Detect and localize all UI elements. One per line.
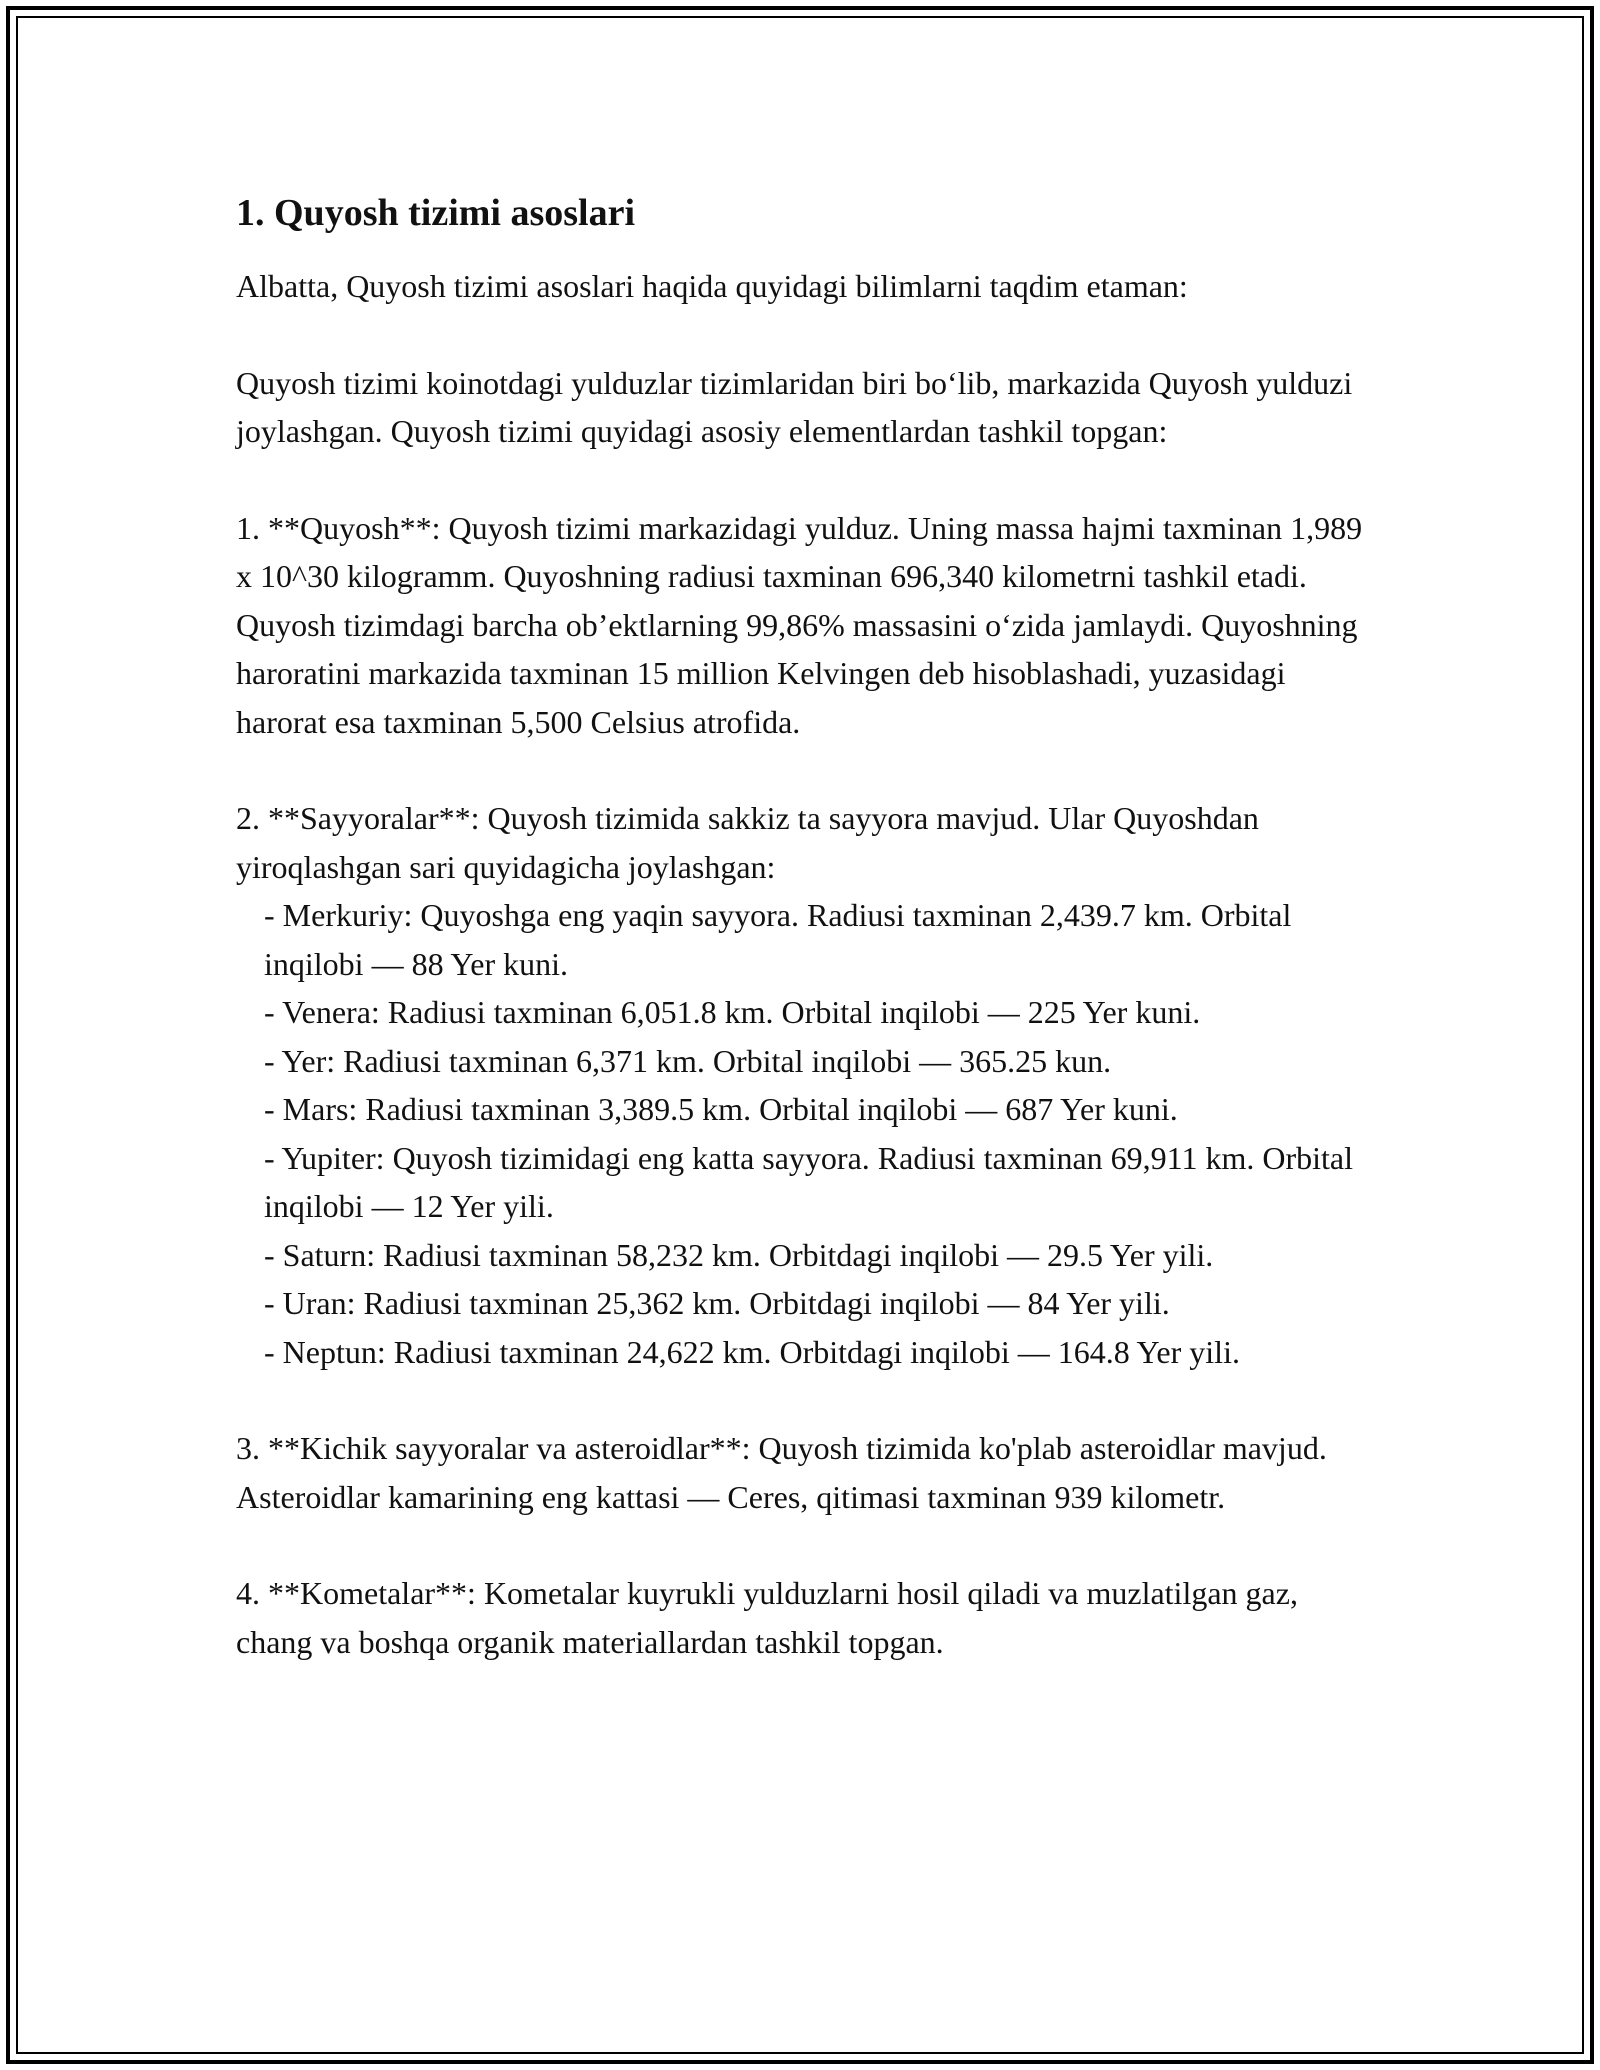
planet-item-jupiter: - Yupiter: Quyosh tizimidagi eng katta sayyora. Radiusi taxminan 69,911 km. Orbital inqilobi — 12 Yer yili. (264, 1139, 1353, 1224)
item-sun-paragraph: 1. **Quyosh**: Quyosh tizimi markazidagi yulduz. Uning massa hajmi taxminan 1,989 x 10^30 kilogramm. Quyoshning radiusi taxminan 696,340 kilometrni tashkil etadi. Quyosh tizimdagi barcha ob’ektlarning 99,86% massasini o‘zida jamlaydi. Quyoshning haroratini markazida taxminan 15 million Kelvingen deb hisoblashadi, yuzasidagi harorat esa taxminan 5,500 Celsius atrofida. (236, 509, 1363, 740)
planet-item-venus: - Venera: Radiusi taxminan 6,051.8 km. Orbital inqilobi — 225 Yer kuni. (264, 994, 1201, 1030)
section-heading: 1. Quyosh tizimi asoslari (236, 192, 636, 234)
planet-item-saturn: - Saturn: Radiusi taxminan 58,232 km. Orbitdagi inqilobi — 29.5 Yer yili. (264, 1236, 1214, 1273)
item-planets-paragraph (236, 794, 1366, 1376)
item-asteroids-paragraph: 3. **Kichik sayyoralar va asteroidlar**: Quyosh tizimida ko'plab asteroidlar mavjud. Asteroidlar kamarining eng kattasi — Ceres, qitimasi taxminan 939 kilometr. (236, 1430, 1327, 1515)
planet-item-uranus: - Uran: Radiusi taxminan 25,362 km. Orbitdagi inqilobi — 84 Yer yili. (264, 1285, 1170, 1321)
item-comets-paragraph: 4. **Kometalar**: Kometalar kuyrukli yulduzlarni hosil qiladi va muzlatilgan gaz, chang va boshqa organik materiallardan tashkil topgan. (236, 1575, 1298, 1660)
planet-item-earth: - Yer: Radiusi taxminan 6,371 km. Orbital inqilobi — 365.25 kun. (264, 1042, 1112, 1079)
overview-paragraph: Quyosh tizimi koinotdagi yulduzlar tizimlaridan biri bo‘lib, markazida Quyosh yulduzi joylashgan. Quyosh tizimi quyidagi asosiy elementlardan tashkil topgan: (236, 364, 1353, 449)
planet-item-mercury: - Merkuriy: Quyoshga eng yaqin sayyora. Radiusi taxminan 2,439.7 km. Orbital inqilobi — 88 Yer kuni. (264, 897, 1292, 982)
planet-item-neptune: - Neptun: Radiusi taxminan 24,622 km. Orbitdagi inqilobi — 164.8 Yer yili. (264, 1333, 1240, 1370)
planet-item-mars: - Mars: Radiusi taxminan 3,389.5 km. Orbital inqilobi — 687 Yer kuni. (264, 1091, 1178, 1127)
intro-paragraph: Albatta, Quyosh tizimi asoslari haqida quyidagi bilimlarni taqdim etaman: (236, 268, 1188, 304)
document-body (236, 186, 1366, 1714)
planets-intro: 2. **Sayyoralar**: Quyosh tizimida sakkiz ta sayyora mavjud. Ular Quyoshdan yiroqlashgan sari quyidagicha joylashgan: (236, 800, 1259, 885)
